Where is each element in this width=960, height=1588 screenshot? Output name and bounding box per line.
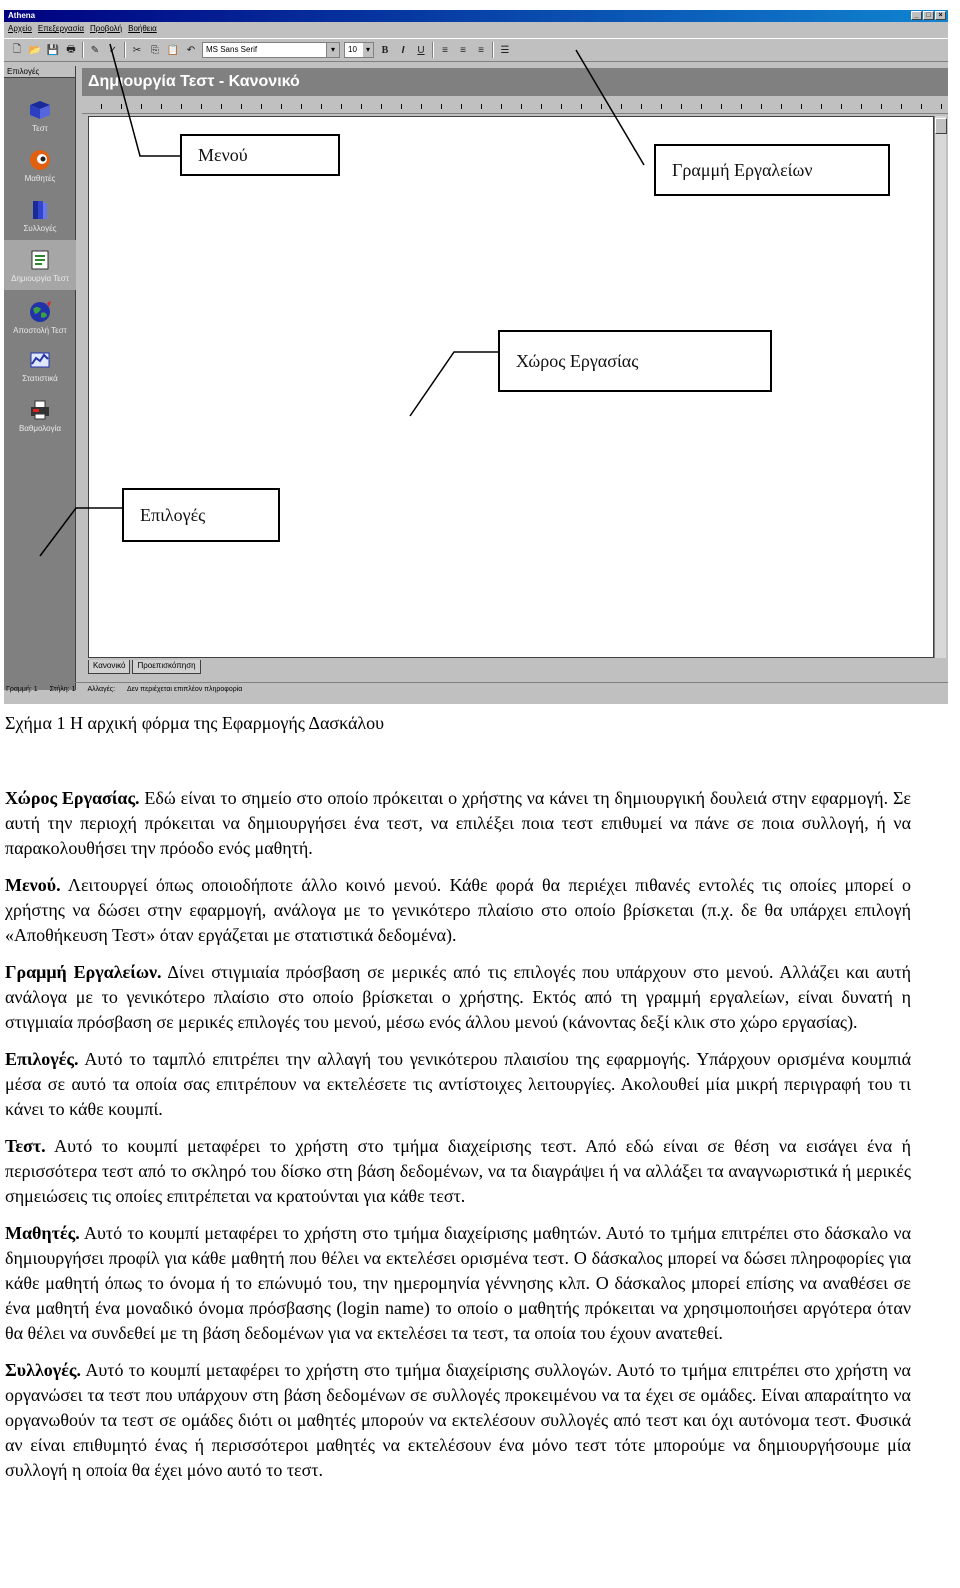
option-grading-button[interactable] (4, 390, 76, 440)
copy-icon[interactable]: ⎘ (151, 44, 159, 56)
save-icon[interactable]: 💾 (46, 44, 60, 56)
paragraph-toolbar (5, 960, 911, 1035)
view-tabs (88, 660, 201, 674)
spellcheck-icon[interactable]: ✓ (108, 44, 118, 56)
underline-icon[interactable]: U (417, 44, 425, 56)
term-options: Επιλογές. (5, 1049, 79, 1069)
paragraph-menu (5, 873, 911, 948)
open-folder-icon[interactable]: 📂 (28, 44, 42, 56)
toolbar-separator (82, 42, 84, 58)
status-column: Στήλη: 1 (49, 686, 76, 693)
option-students-label: Μαθητές (24, 174, 56, 183)
minimize-icon[interactable]: _ (911, 11, 922, 20)
toolbar-separator (492, 42, 494, 58)
bold-icon[interactable]: B (381, 44, 389, 56)
toolbar-separator (124, 42, 126, 58)
align-left-icon[interactable]: ≡ (442, 44, 448, 56)
options-panel-header: Επιλογές (4, 66, 75, 78)
align-center-icon[interactable]: ≡ (460, 44, 466, 56)
window-title: Athena (8, 11, 36, 20)
menu-file[interactable]: Αρχείο (8, 24, 32, 33)
option-send-test-button[interactable] (4, 292, 76, 342)
cut-icon[interactable]: ✂ (132, 44, 142, 56)
paragraph-collections (5, 1358, 911, 1483)
paragraph-students (5, 1221, 911, 1346)
callout-toolbar-label: Γραμμή Εργαλείων (672, 159, 813, 180)
toolbar (4, 38, 948, 62)
student-icon (26, 146, 54, 174)
status-line: Γραμμή: 1 (6, 686, 38, 693)
font-size-select[interactable]: 10 ▾ (344, 42, 374, 58)
toolbar-separator (432, 42, 434, 58)
globe-icon (26, 298, 54, 326)
ruler[interactable] (82, 96, 948, 114)
vertical-scrollbar[interactable] (934, 116, 946, 658)
paste-icon[interactable]: 📋 (166, 44, 180, 56)
option-tests-label: Τεστ (32, 124, 48, 133)
term-tests: Τεστ. (5, 1136, 46, 1156)
align-right-icon[interactable]: ≡ (478, 44, 484, 56)
text-students: Αυτό το κουμπί μεταφέρει το χρήστη στο τμήμα διαχείρισης μαθητών. Αυτό το τμήμα επιτρέπει στο δάσκαλο να δημιουργήσει προφίλ για κάθε μαθητή που θέλει να εκτελέσει ορισμένα τεστ. Ο δάσκαλος μπορεί να δώσει πληροφορίες για κάθε μαθητή όπως το όνομα ή το επώνυμό του, την ημερομηνία γέννησης κλπ. Ο δάσκαλος μπορεί επίσης να αναθέσει σε ένα μαθητή ένα μοναδικό όνομα πρόσβασης (login name) το οποίο ο μαθητής πρόκειται να χρησιμοποιήσει αργότερα όταν θα θέλει να συνδεθεί με τη βάση δεδομένων για να εκτελέσει τα τεστ, τα οποία του έχουν ανατεθεί. (5, 1223, 911, 1343)
undo-icon[interactable]: ↶ (186, 44, 196, 56)
text-collections: Αυτό το κουμπί μεταφέρει το χρήστη στο τμήμα διαχείρισης συλλογών. Αυτό το τμήμα επιτρέπει στο χρήστη να οργανώσει τα τεστ που υπάρχουν στη βάση δεδομένων σε συλλογές προκειμένου να τα έχει σε ομάδες. Είναι απαραίτητο να οργανωθούν τα τεστ σε ομάδες διότι οι μαθητές μπορούν να εκτελέσουν συλλογές από τεστ και όχι αυτόνομα τεστ. Φυσικά αν είναι επιθυμητό ένας ή περισσότεροι μαθητές να εκτελέσουν ένα μόνο τεστ τότε μπορούμε να δημιουργήσουμε μία συλλογή η οποία θα έχει μόνο αυτό το τεστ. (5, 1360, 911, 1480)
status-changes-label: Αλλαγές: (87, 686, 116, 693)
chart-icon (26, 346, 54, 374)
print-icon[interactable]: 🖶 (66, 43, 76, 55)
paragraph-workspace (5, 786, 911, 861)
option-collections-button[interactable] (4, 190, 76, 240)
italic-icon[interactable]: I (401, 44, 405, 56)
menu-bar (4, 22, 948, 36)
tab-preview[interactable]: Προεπισκόπηση (132, 660, 200, 674)
app-screenshot-figure (4, 10, 948, 704)
option-create-test-button[interactable] (4, 240, 76, 290)
callout-options (122, 488, 280, 542)
figure-caption: Σχήμα 1 Η αρχική φόρμα της Εφαρμογής Δασκάλου (5, 713, 385, 733)
status-changes-value: Δεν περιέχεται επιπλέον πληροφορία (127, 686, 243, 693)
term-toolbar: Γραμμή Εργαλείων. (5, 962, 162, 982)
pencil-icon[interactable]: ✎ (90, 44, 100, 56)
text-menu: Λειτουργεί όπως οποιοδήποτε άλλο κοινό μενού. Κάθε φορά θα περιέχει πιθανές εντολές τις οποίες μπορεί ο χρήστης να δώσει στην εφαρμογή, ανάλογα με το γενικότερο πλαίσιο στο οποίο βρίσκεται (π.χ. δε θα υπάρχει επιλογή «Αποθήκευση Τεστ» όταν εργάζεται με στατιστικά δεδομένα). (5, 875, 911, 945)
text-toolbar: Δίνει στιγμιαία πρόσβαση σε μερικές από τις επιλογές που υπάρχουν στο μενού. Αλλάζει και αυτή ανάλογα με το γενικότερο πλαίσιο στο οποίο βρίσκεται ο χρήστης. Εκτός από τη γραμμή εργαλείων, είναι δυνατή η στιγμιαία πρόσβαση σε μερικές επιλογές του μενού, μέσω ενός άλλου μενού (κάνοντας δεξί κλικ στο χώρο εργασίας). (5, 962, 911, 1032)
term-menu: Μενού. (5, 875, 61, 895)
option-statistics-button[interactable] (4, 340, 76, 390)
option-statistics-label: Στατιστικά (22, 374, 58, 383)
term-collections: Συλλογές. (5, 1360, 81, 1380)
term-workspace: Χώρος Εργασίας. (5, 788, 140, 808)
option-create-test-label: Δημιουργία Τεστ (11, 274, 69, 283)
option-students-button[interactable] (4, 140, 76, 190)
option-tests-button[interactable] (4, 90, 76, 140)
options-panel (4, 66, 76, 690)
text-workspace: Εδώ είναι το σημείο στο οποίο πρόκειται ο χρήστης να κάνει τη δημιουργική δουλειά στην εφαρμογή. Σε αυτή την περιοχή πρόκειται να δημιουργήσει ένα τεστ, να επιλέξει ποια τεστ επιθυμεί να πάνε σε ποια συλλογή, ή να παρακολουθήσει την πρόοδο ενός μαθητή. (5, 788, 911, 858)
callout-options-label: Επιλογές (140, 504, 206, 525)
paragraph-tests (5, 1134, 911, 1209)
document-body (5, 786, 911, 1495)
window-controls (911, 11, 946, 20)
callout-workspace (498, 330, 772, 392)
workarea-title: Δημιουργία Τεστ - Κανονικό (82, 68, 948, 96)
option-send-test-label: Αποστολή Τεστ (13, 326, 67, 335)
callout-toolbar (654, 144, 890, 196)
menu-help[interactable]: Βοήθεια (128, 24, 157, 33)
option-grading-label: Βαθμολογία (18, 424, 62, 433)
menu-edit[interactable]: Επεξεργασία (37, 24, 84, 33)
font-name-select[interactable]: MS Sans Serif ▾ (202, 42, 340, 58)
status-bar (4, 682, 948, 696)
callout-menu-label: Μενού (198, 144, 248, 165)
book-icon (26, 96, 54, 124)
text-tests: Αυτό το κουμπί μεταφέρει το χρήστη στο τμήμα διαχείρισης τεστ. Από εδώ είναι σε θέση να εισάγει ένα ή περισσότερα τεστ από το σκληρό του δίσκο στη βάση δεδομένων, να τα διαγράψει ή να αλλάξει τα αναγνωριστικά ή μερικές σημειώσεις τις οποίες επιτρέπεται να κρατούνται για κάθε τεστ. (5, 1136, 911, 1206)
text-options: Αυτό το ταμπλό επιτρέπει την αλλαγή του γενικότερου πλαισίου της εφαρμογής. Υπάρχουν ορισμένα κουμπιά μέσα σε αυτό τα οποία σας επιτρέπουν να εκτελέσετε τις αντίστοιχες λειτουργίες. Ακολουθεί μία μικρή περιγραφή του τι κάνει το κάθε κουμπί. (5, 1049, 911, 1119)
callout-menu (180, 134, 340, 176)
term-students: Μαθητές. (5, 1223, 80, 1243)
window-titlebar (4, 10, 948, 22)
close-icon[interactable]: × (935, 11, 946, 20)
collection-icon (26, 196, 54, 224)
callout-workspace-label: Χώρος Εργασίας (516, 350, 639, 371)
menu-view[interactable]: Προβολή (89, 24, 123, 33)
create-test-icon (26, 246, 54, 274)
option-collections-label: Συλλογές (23, 224, 57, 233)
printer-icon (26, 396, 54, 424)
new-file-icon[interactable]: 🗋 (12, 43, 22, 55)
paragraph-options (5, 1047, 911, 1122)
tab-normal[interactable]: Κανονικό (88, 660, 130, 674)
bullets-icon[interactable]: ☰ (500, 44, 510, 56)
maximize-icon[interactable]: □ (923, 11, 934, 20)
